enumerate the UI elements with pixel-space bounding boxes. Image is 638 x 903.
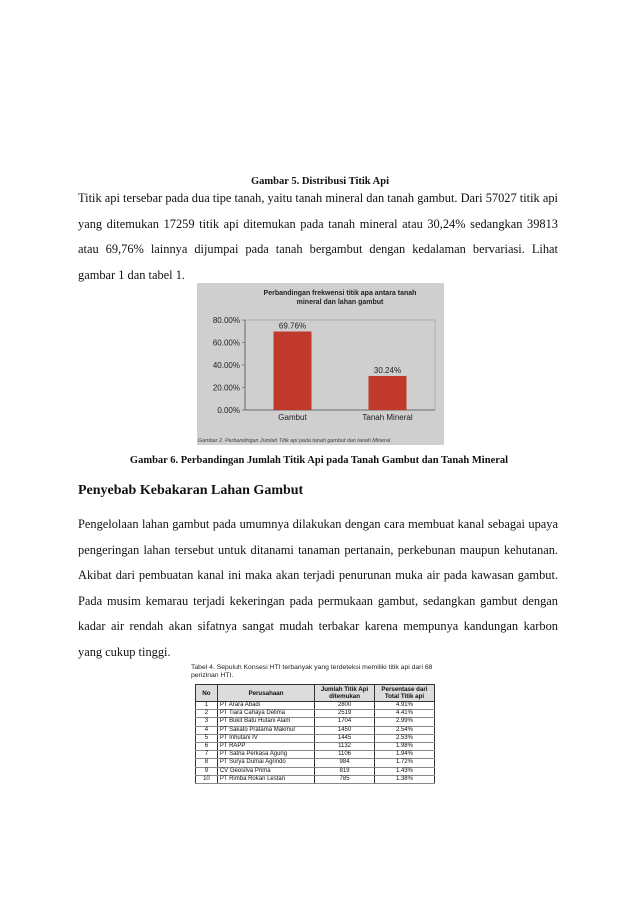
- cell-hotspot-count: 1445: [315, 734, 375, 742]
- table-row: [196, 726, 435, 734]
- hti-concession-table-figure: [191, 664, 445, 812]
- cell-company: PT RAPP: [217, 742, 314, 750]
- cell-no: 7: [196, 751, 218, 759]
- cell-hotspot-count: 785: [315, 775, 375, 783]
- cell-hotspot-count: 1704: [315, 718, 375, 726]
- header-company: Perusahaan: [217, 685, 314, 702]
- cell-no: 8: [196, 759, 218, 767]
- bar-gambut: [274, 332, 312, 410]
- figure-5-caption: Gambar 5. Distribusi Titik Api: [251, 176, 389, 187]
- cell-percentage: 2.54%: [374, 726, 434, 734]
- bar-data-label: 30.24%: [373, 365, 402, 375]
- cell-no: 5: [196, 734, 218, 742]
- y-tick-label: 80.00%: [212, 316, 240, 325]
- table-row: [196, 767, 435, 775]
- cell-hotspot-count: 2800: [315, 702, 375, 710]
- cell-hotspot-count: 1450: [315, 726, 375, 734]
- cell-percentage: 1.98%: [374, 742, 434, 750]
- paragraph-distribution-text: Titik api tersebar pada dua tipe tanah, yaitu tanah mineral dan tanah gambut. Dari 57027 titik api yang ditemukan 17259 titik api ditemukan pada tanah mineral atau 30,24% sedangkan 39813 atau 69,76% lainnya dijumpai pada tanah bergambut dengan kedalaman bervariasi. Lihat gambar 1 dan tabel 1.: [78, 191, 558, 282]
- table-row: [196, 710, 435, 718]
- cell-percentage: 4.91%: [374, 702, 434, 710]
- cell-percentage: 1.94%: [374, 751, 434, 759]
- section-heading: Penyebab Kebakaran Lahan Gambut: [78, 483, 304, 498]
- cell-no: 4: [196, 726, 218, 734]
- cell-no: 3: [196, 718, 218, 726]
- cell-company: PT Sakato Pratama Makmur: [217, 726, 314, 734]
- cell-percentage: 1.43%: [374, 767, 434, 775]
- table-caption: Tabel 4. Sepuluh Konsesi HTI terbanyak yang terdeteksi memiliki titik api dari 68 perizinan HTI.: [191, 664, 433, 679]
- cell-hotspot-count: 819: [315, 767, 375, 775]
- table-row: [196, 742, 435, 750]
- cell-no: 2: [196, 710, 218, 718]
- paragraph-causes: [78, 512, 558, 665]
- cell-company: PT Surya Dumai Agrindo: [217, 759, 314, 767]
- y-tick-label: 40.00%: [212, 361, 240, 370]
- cell-percentage: 2.99%: [374, 718, 434, 726]
- cell-no: 9: [196, 767, 218, 775]
- cell-percentage: 2.53%: [374, 734, 434, 742]
- table-row: [196, 775, 435, 783]
- chart-title-line-1: Perbandingan frekwensi titik apa antara tanah: [263, 290, 417, 297]
- table-row: [196, 751, 435, 759]
- cell-company: PT Arara Abadi: [217, 702, 314, 710]
- header-hotspot-count: Jumlah Titik Api ditemukan: [315, 685, 375, 702]
- cell-hotspot-count: 1106: [315, 751, 375, 759]
- bar-tanah-mineral: [369, 376, 407, 410]
- bar-data-label: 69.76%: [278, 321, 307, 331]
- cell-company: CV Geosilva Prima: [217, 767, 314, 775]
- y-tick-label: 60.00%: [212, 338, 240, 348]
- cell-percentage: 1.38%: [374, 775, 434, 783]
- header-percentage: Persentase dari Total Titik api: [374, 685, 434, 702]
- header-no: No: [196, 685, 218, 702]
- cell-percentage: 4.41%: [374, 710, 434, 718]
- chart-subcaption: Gambar 2. Perbandingan Jumlah Titik api pada tanah gambut dan tanah Mineral: [198, 438, 391, 444]
- table-row: [196, 718, 435, 726]
- cell-company: PT Tiara Cahaya Delima: [217, 710, 314, 718]
- fire-hotspot-bar-chart: [197, 283, 444, 445]
- cell-hotspot-count: 984: [315, 759, 375, 767]
- cell-no: 6: [196, 742, 218, 750]
- table-header-row: [196, 685, 435, 702]
- cell-hotspot-count: 2519: [315, 710, 375, 718]
- y-tick-label: 0.00%: [217, 406, 240, 415]
- paragraph-causes-text: Pengelolaan lahan gambut pada umumnya dilakukan dengan cara membuat kanal sebagai upaya pengeringan lahan tersebut untuk ditanami tanaman pertanain, perkebunan maupun kehutanan. Akibat dari pembuatan kanal ini maka akan terjadi penurunan muka air pada kawasan gambut. Pada musim kemarau terjadi kekeringan pada permukaan gambut, sedangkan gambut dengan kadar air rendah akan sifatnya sangat mudah terbakar karena mempunya kandungan karbon yang cukup tinggi.: [78, 517, 558, 659]
- table-row: [196, 702, 435, 710]
- cell-company: PT Inhutani IV: [217, 734, 314, 742]
- cell-no: 10: [196, 775, 218, 783]
- chart-canvas: [197, 283, 444, 445]
- paragraph-distribution: [78, 186, 558, 288]
- hti-concession-table: [195, 684, 435, 784]
- cell-company: PT Rimba Rokan Lestari: [217, 775, 314, 783]
- chart-title-line-2: mineral dan lahan gambut: [296, 299, 384, 306]
- table-row: [196, 734, 435, 742]
- cell-company: PT Bukit Batu Hutani Alam: [217, 718, 314, 726]
- x-category-label: Gambut: [278, 413, 307, 422]
- figure-6-caption: Gambar 6. Perbandingan Jumlah Titik Api pada Tanah Gambut dan Tanah Mineral: [129, 455, 509, 466]
- cell-hotspot-count: 1132: [315, 742, 375, 750]
- x-category-label: Tanah Mineral: [362, 413, 413, 422]
- cell-company: PT Satria Perkasa Agung: [217, 751, 314, 759]
- y-tick-label: 20.00%: [212, 383, 240, 393]
- table-row: [196, 759, 435, 767]
- cell-no: 1: [196, 702, 218, 710]
- cell-percentage: 1.72%: [374, 759, 434, 767]
